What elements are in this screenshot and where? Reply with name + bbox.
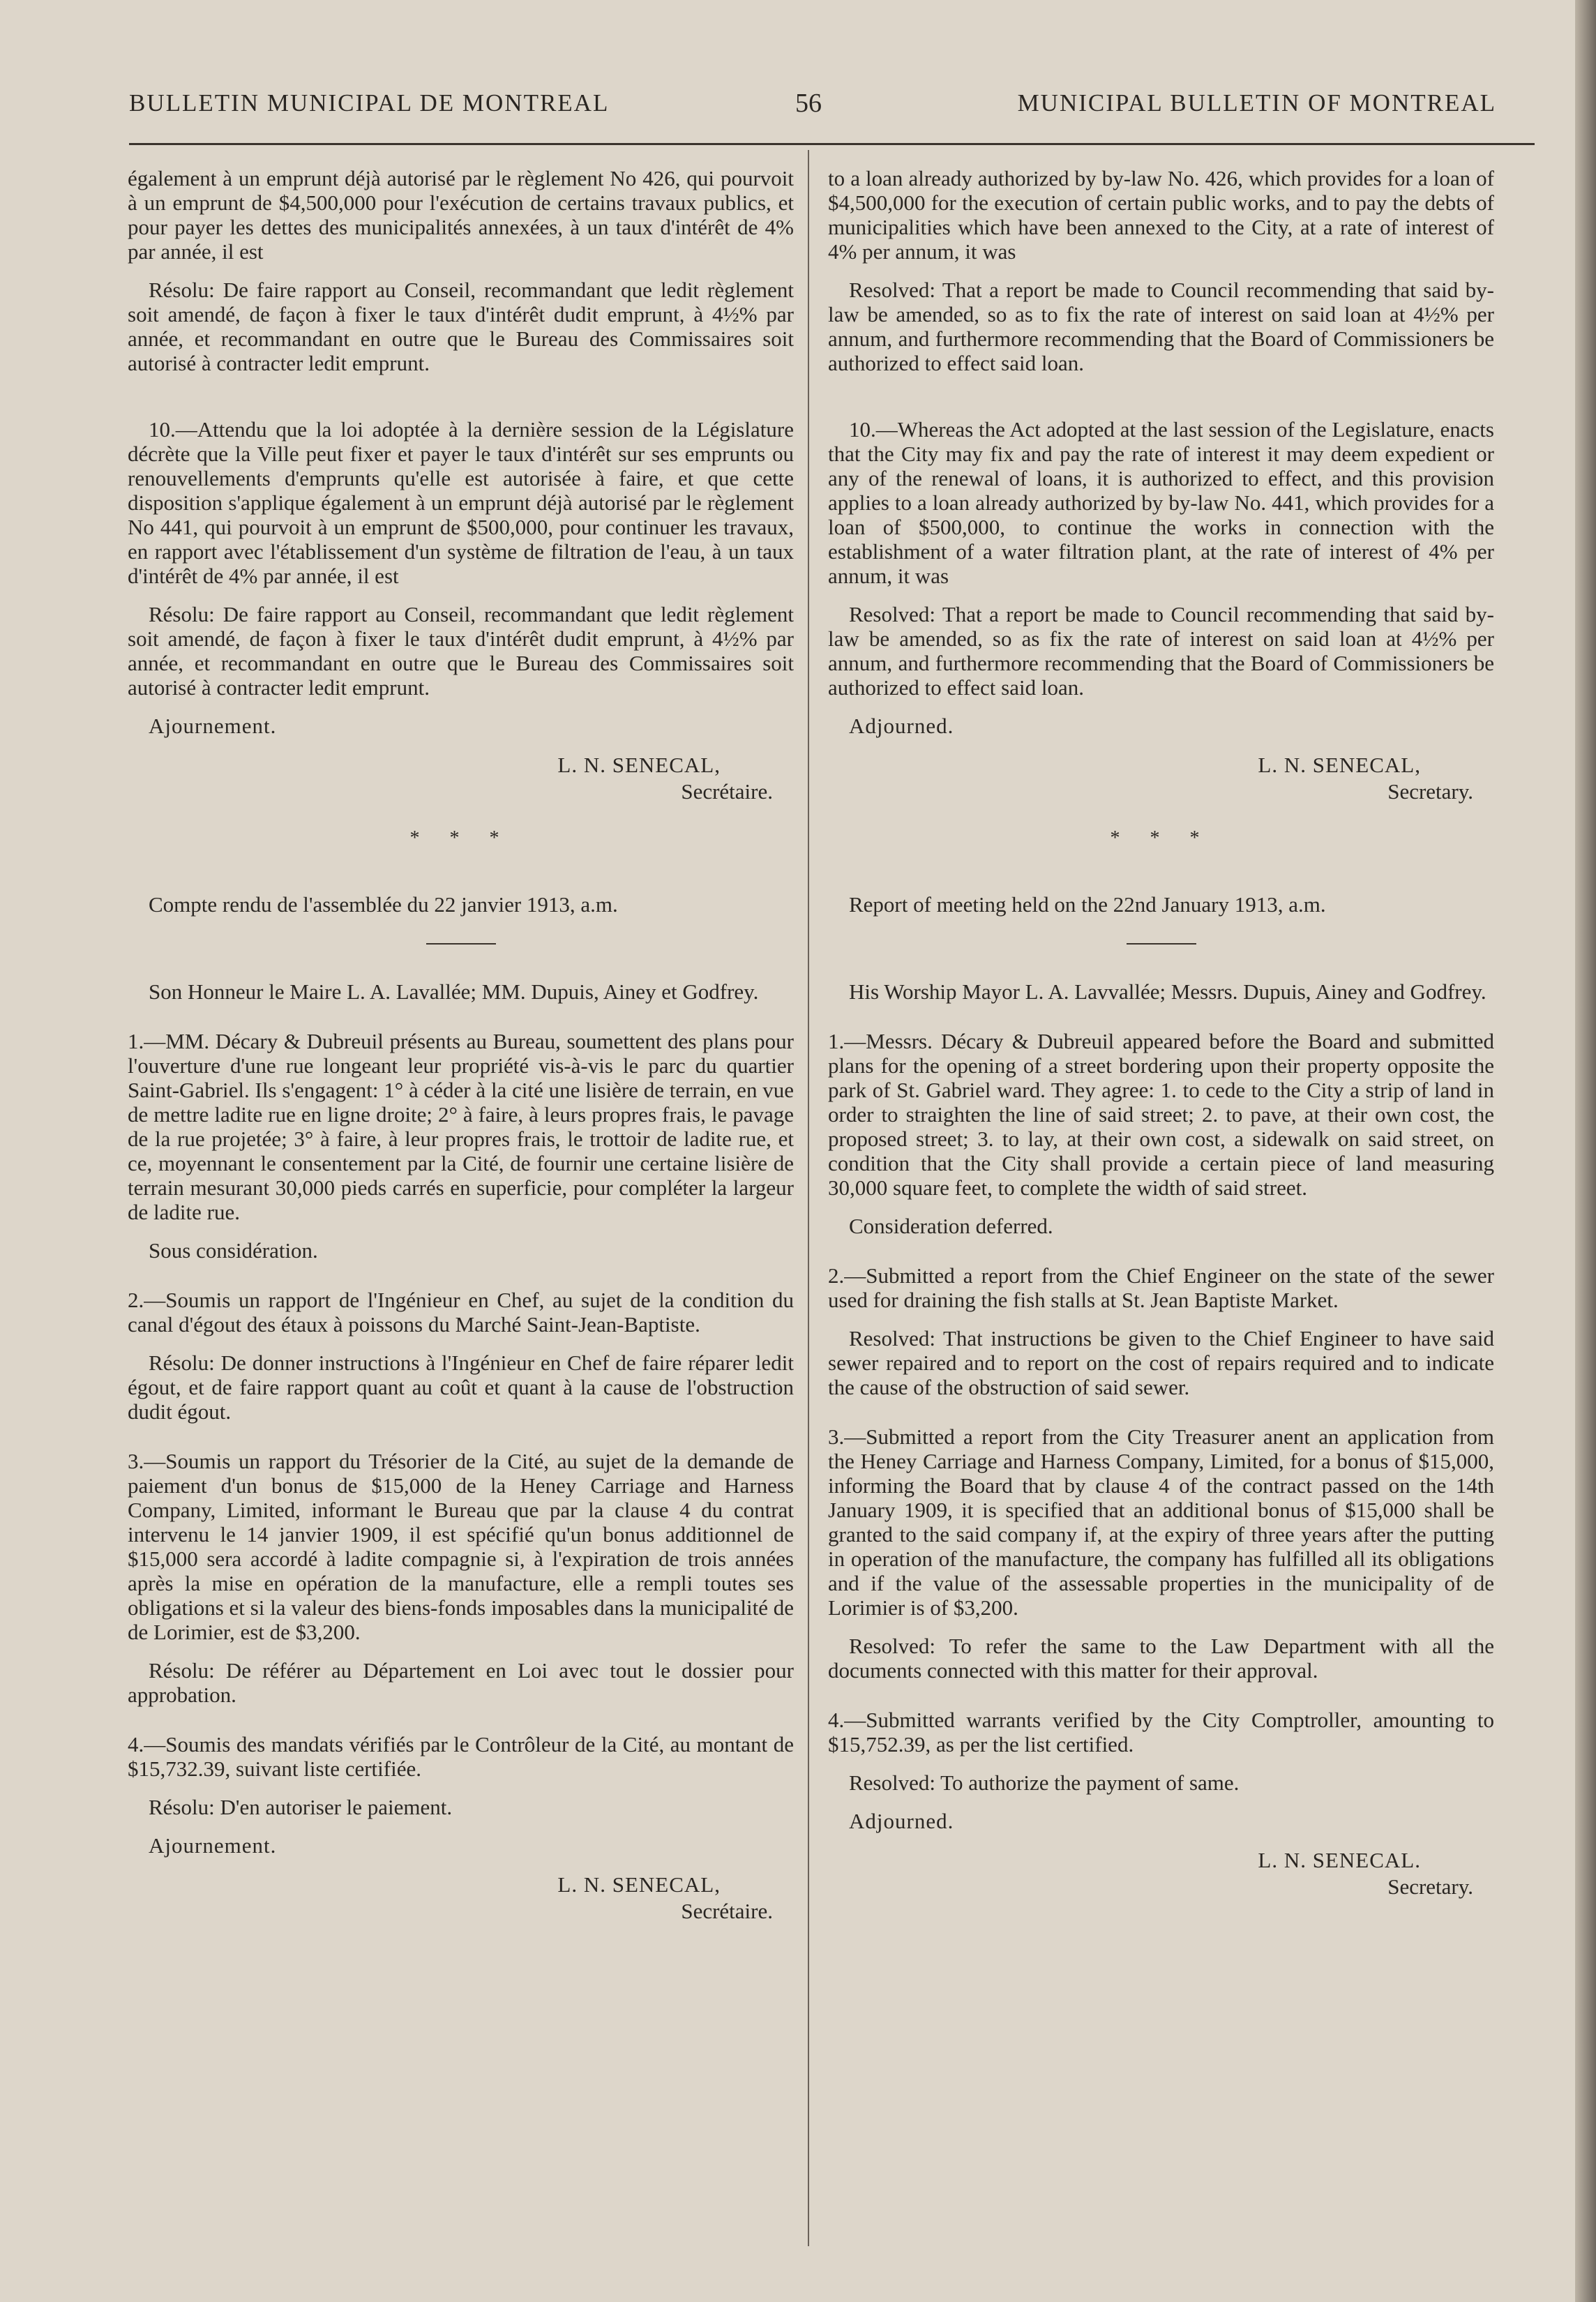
resolution: Consideration deferred. (849, 1214, 1053, 1238)
attendance: Son Honneur le Maire L. A. Lavallée; MM. Dupuis, Ainey et Godfrey. (149, 979, 759, 1004)
paragraph: to a loan already authorized by by-law No. 426, which provides for a loan of $4,500,000 for the execution of certain public works, and to pay the debts of municipalities which have been annexed to the City, at a rate of interest of 4% per annum, it was (828, 166, 1494, 264)
signature-title: Secretary. (1387, 1874, 1473, 1899)
signature-title: Secretary. (1387, 779, 1473, 804)
item-3: 3.—Soumis un rapport du Trésorier de la Cité, au sujet de la demande de paiement d'un bonus de $15,000 de la Heney Carriage and Harness Company, Limited, informant le Bureau que par la clause 4 du contrat intervenu le 14 janvier 1909, il est spécifié qu'un bonus additionnel de $15,000 sera accordé à ladite compagnie si, à l'expiration de trois années après la mise en opération de la manufacture, elle a rempli toutes ses obligations et si la valeur des biens-fonds imposables dans la municipalité de de Lorimier, est de $3,200. (128, 1449, 794, 1644)
item-2: 2.—Soumis un rapport de l'Ingénieur en Chef, au sujet de la condition du canal d'égout des étaux à poissons du Marché Saint-Jean-Baptiste. (128, 1288, 794, 1337)
resolution: Résolu: De faire rapport au Conseil, recommandant que ledit règlement soit amendé, de façon à fixer le taux d'intérêt dudit emprunt, à 4½% par année, et recommandant en outre que le Bureau des Commissaires soit autorisé à contracter ledit emprunt. (128, 278, 794, 375)
page-edge (1575, 0, 1596, 2302)
resolution: Resolved: That instructions be given to the Chief Engineer to have said sewer repaired and to report on the cost of repairs required and to indicate the cause of the obstruction of said sewer. (828, 1326, 1494, 1399)
resolution: Sous considération. (149, 1238, 318, 1263)
signature-name: L. N. SENECAL, (1258, 753, 1421, 777)
header-rule (129, 143, 1535, 145)
paragraph: également à un emprunt déjà autorisé par le règlement No 426, qui pourvoit à un emprunt de $4,500,000 pour l'exécution de certains travaux publics, et pour payer les dettes des municipalités annexées, à un taux d'intérêt de 4% par année, il est (128, 166, 794, 264)
report-title: Report of meeting held on the 22nd January 1913, a.m. (849, 892, 1326, 917)
item-3: 3.—Submitted a report from the City Treasurer anent an application from the Heney Carriage and Harness Company, Limited, for a bonus of $15,000, informing the Board that by clause 4 of the contract passed on the 14th January 1909, it is specified that an additional bonus of $15,000 shall be granted to the said company if, at the expiry of three years after the putting in operation of the manufacture, the company has fulfilled all its obligations and if the value of the assessable properties in the municipality of de Lorimier is of $3,200. (828, 1424, 1494, 1620)
item-10: 10.—Attendu que la loi adoptée à la dernière session de la Législature décrète que la Ville peut fixer et payer le taux d'intérêt sur ses emprunts ou renouvellements d'emprunts qu'elle est autorisée à faire, et que cette disposition s'applique également à un emprunt déjà autorisé par le règlement No 441, qui pourvoit à un emprunt de $500,000, pour continuer les travaux, en rapport avec l'établissement d'un système de filtration de l'eau, à un taux d'intérêt de 4% par année, il est (128, 417, 794, 588)
resolution: Résolu: De donner instructions à l'Ingénieur en Chef de faire réparer ledit égout, et de faire rapport quant au coût et quant à la cause de l'obstruction dudit égout. (128, 1351, 794, 1424)
spacer (828, 389, 1494, 417)
report-title: Compte rendu de l'assemblée du 22 janvier 1913, a.m. (149, 892, 618, 917)
page-number: 56 (795, 89, 822, 118)
short-rule (1127, 943, 1196, 945)
item-1: 1.—MM. Décary & Dubreuil présents au Bureau, soumettent des plans pour l'ouverture d'une rue longeant leur propriété vis-à-vis le parc du quartier Saint-Gabriel. Ils s'engagent: 1° à céder à la cité une lisière de terrain, en vue de mettre ladite rue en ligne droite; 2° à faire, à leurs propres frais, le pavage de la rue projetée; 3° à faire, à leur propres frais, le trottoir de ladite rue, et ce, moyennant le consentement par la Cité, de fournir une certaine lisière de terrain mesurant 30,000 pieds carrés en superficie, pour compléter la largeur de ladite rue. (128, 1029, 794, 1224)
page-header (129, 82, 1496, 124)
item-10: 10.—Whereas the Act adopted at the last session of the Legislature, enacts that the City may fix and pay the rate of interest it may deem expedient or any of the renewal of loans, it is authorized to effect, and this provision applies to a loan already authorized by by-law No. 441, which provides for a loan of $500,000, to continue the works in connection with the establishment of a water filtration plant, at the rate of interest of 4% per annum, it was (828, 417, 1494, 588)
resolution: Resolved: To authorize the payment of same. (849, 1770, 1240, 1795)
header-title-french: BULLETIN MUNICIPAL DE MONTREAL (129, 89, 610, 116)
spacer (128, 389, 794, 417)
signature-title: Secrétaire. (681, 779, 773, 804)
resolution: Resolved: To refer the same to the Law Department with all the documents connected with this matter for their approval. (828, 1634, 1494, 1683)
column-divider (808, 150, 809, 2246)
section-separator: * * * (409, 827, 512, 849)
signature-name: L. N. SENECAL, (557, 1872, 721, 1897)
french-column (128, 166, 794, 1925)
short-rule (426, 943, 496, 945)
header-title-english: MUNICIPAL BULLETIN OF MONTREAL (1017, 89, 1496, 116)
resolution: Résolu: D'en autoriser le paiement. (149, 1795, 453, 1819)
resolution: Résolu: De référer au Département en Loi avec tout le dossier pour approbation. (128, 1658, 794, 1707)
adjournment: Ajournement. (149, 714, 277, 738)
signature (128, 1872, 794, 1925)
resolution: Resolved: That a report be made to Council recommending that said by-law be amended, so as fix the rate of interest on said loan at 4½% per annum, and furthermore recommending that the Board of Commissioners be authorized to effect said loan. (828, 602, 1494, 700)
signature (128, 752, 794, 805)
signature (828, 752, 1494, 805)
signature-name: L. N. SENECAL. (1258, 1848, 1421, 1872)
item-4: 4.—Soumis des mandats vérifiés par le Contrôleur de la Cité, au montant de $15,732.39, suivant liste certifiée. (128, 1732, 794, 1781)
resolution: Resolved: That a report be made to Council recommending that said by-law be amended, so as to fix the rate of interest on said loan at 4½% per annum, and furthermore recommending that the Board of Commissioners be authorized to effect said loan. (828, 278, 1494, 375)
english-column (828, 166, 1494, 1900)
item-2: 2.—Submitted a report from the Chief Engineer on the state of the sewer used for draining the fish stalls at St. Jean Baptiste Market. (828, 1263, 1494, 1312)
adjournment: Ajournement. (149, 1833, 277, 1858)
section-separator: * * * (1110, 827, 1212, 849)
item-4: 4.—Submitted warrants verified by the City Comptroller, amounting to $15,752.39, as per the list certified. (828, 1708, 1494, 1756)
signature-name: L. N. SENECAL, (557, 753, 721, 777)
adjournment: Adjourned. (849, 1809, 954, 1833)
signature-title: Secrétaire. (681, 1899, 773, 1923)
item-1: 1.—Messrs. Décary & Dubreuil appeared before the Board and submitted plans for the opening of a street bordering upon their property opposite the park of St. Gabriel ward. They agree: 1. to cede to the City a strip of land in order to straighten the line of said street; 2. to pave, at their own cost, the proposed street; 3. to lay, at their own cost, a sidewalk on said street, on condition that the City shall provide a certain piece of land measuring 30,000 square feet, to complete the width of said street. (828, 1029, 1494, 1200)
attendance: His Worship Mayor L. A. Lavvallée; Messrs. Dupuis, Ainey and Godfrey. (849, 979, 1486, 1004)
resolution: Résolu: De faire rapport au Conseil, recommandant que ledit règlement soit amendé, de façon à fixer le taux d'intérêt dudit emprunt, à 4½% par année, et recommandant en outre que le Bureau des Commissaires soit autorisé à contracter ledit emprunt. (128, 602, 794, 700)
signature (828, 1847, 1494, 1900)
adjournment: Adjourned. (849, 714, 954, 738)
